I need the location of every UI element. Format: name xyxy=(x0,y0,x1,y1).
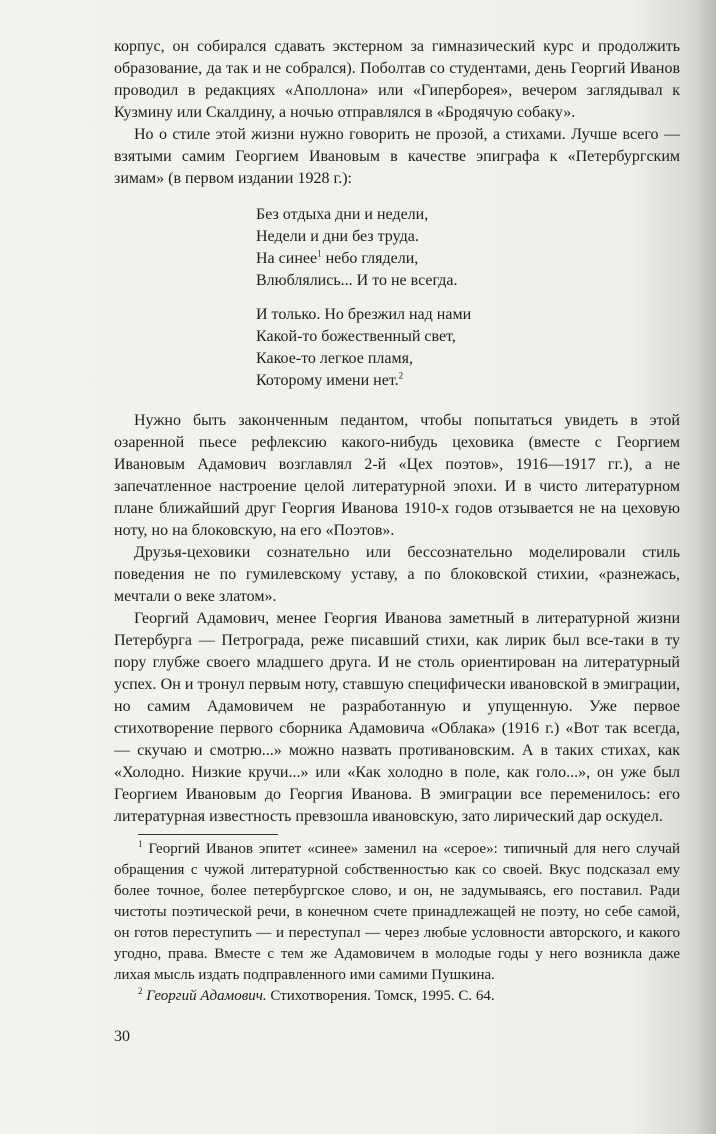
poem-line: Без отдыха дни и недели, xyxy=(256,206,429,223)
footnote-2 xyxy=(114,986,680,1007)
footnote-mark: 1 xyxy=(138,839,143,849)
poem-line: И только. Но брезжил над нами xyxy=(256,306,472,323)
paragraph-3: Нужно быть законченным педантом, чтобы попытаться увидеть в этой озаренной пьесе рефлексию какого-нибудь цеховика (вместе с Георгием Ивановым Адамович возглавлял 2-й «Цех поэтов», 1916—1917 гг.), а не запечатленное настроение целой литературной эпохи. И в чисто литературном плане ближайший друг Георгия Иванова 1910-х годов отзывается не на цеховую ноту, но на блоковскую, на его «Поэтов». xyxy=(114,412,680,539)
poem-line: Какой-то божественный свет, xyxy=(256,328,456,345)
paragraph-4: Друзья-цеховики сознательно или бессознательно моделировали стиль поведения не по гумилевскому уставу, а по блоковской стихии, «разнежась, мечтали о веке златом». xyxy=(114,544,680,605)
paragraph-2: Но о стиле этой жизни нужно говорить не прозой, а стихами. Лучше всего — взятыми самим Георгием Ивановым в качестве эпиграфа к «Петербургским зимам» (в первом издании 1928 г.): xyxy=(114,126,680,187)
footnote-text: Георгий Иванов эпитет «синее» заменил на «серое»: типичный для него случай обращения с чужой литературной собственностью как со своей. Вкус подсказал ему более точное, более петербургское слово, и он, не задумываясь, его поставил. Ради чистоты поэтической речи, в конечном счете принадлежащей не поэту, но себе самой, он готов переступить — и переступал — через любые условности авторского, и какого угодно, права. Вместе с тем же Адамовичем в молодые годы у него возникла даже лихая мысль издать подправленного ими самими Пушкина. xyxy=(114,841,680,983)
epigraph-poem xyxy=(256,204,680,392)
paragraph-1: корпус, он собирался сдавать экстерном за гимназический курс и продолжить образование, да так и не собрался). Поболтав со студентами, день Георгий Иванов проводил в редакциях «Аполлона» или «Гиперборея», вечером заглядывал к Кузмину или Скалдину, а ночью отправлялся в «Бродячую собаку». xyxy=(114,38,680,121)
footnote-1 xyxy=(114,839,680,986)
poem-line xyxy=(256,248,680,270)
main-text xyxy=(114,36,680,1007)
footnotes xyxy=(114,839,680,1007)
paragraph-5: Георгий Адамович, менее Георгия Иванова заметный в литературной жизни Петербурга — Петрограда, реже писавший стихи, как лирик был все-таки в ту пору глубже своего младшего друга. И не столь ориентирован на литературный успех. Он и тронул первым ноту, ставшую специфически ивановской в эмиграции, но самим Адамовичем не разработанную и упущенную. Уже первое стихотворение первого сборника Адамовича «Облака» (1916 г.) «Вот так всегда, — скучаю и смотрю...» можно назвать противановским. А в таких стихах, как «Холодно. Низкие кручи...» или «Как холодно в поле, как голо...», он уже был Георгием Ивановым до Георгия Иванова. В эмиграции все переменилось: его литературная известность превзошла ивановскую, зато лирический дар оскудел. xyxy=(114,610,680,825)
poem-line: Влюблялись... И то не всегда. xyxy=(256,272,458,289)
footnote-mark: 2 xyxy=(138,986,143,996)
poem-line xyxy=(256,370,680,392)
poem-line-part: Которому имени нет. xyxy=(256,372,399,389)
poem-stanza-1 xyxy=(256,204,680,292)
page-number: 30 xyxy=(114,1028,130,1045)
footnote-ref-1: 1 xyxy=(317,248,322,259)
footnote-divider xyxy=(138,834,278,835)
poem-line-part: небо глядели, xyxy=(321,250,419,267)
poem-stanza-2 xyxy=(256,304,680,392)
footnote-text: Стихотворения. Томск, 1995. С. 64. xyxy=(266,988,495,1004)
poem-line: Какое-то легкое пламя, xyxy=(256,350,413,367)
poem-line-part: На синее xyxy=(256,250,318,267)
footnote-ref-2: 2 xyxy=(398,370,404,381)
poem-line: Недели и дни без труда. xyxy=(256,228,419,245)
footnote-author: Георгий Адамович. xyxy=(146,988,267,1004)
